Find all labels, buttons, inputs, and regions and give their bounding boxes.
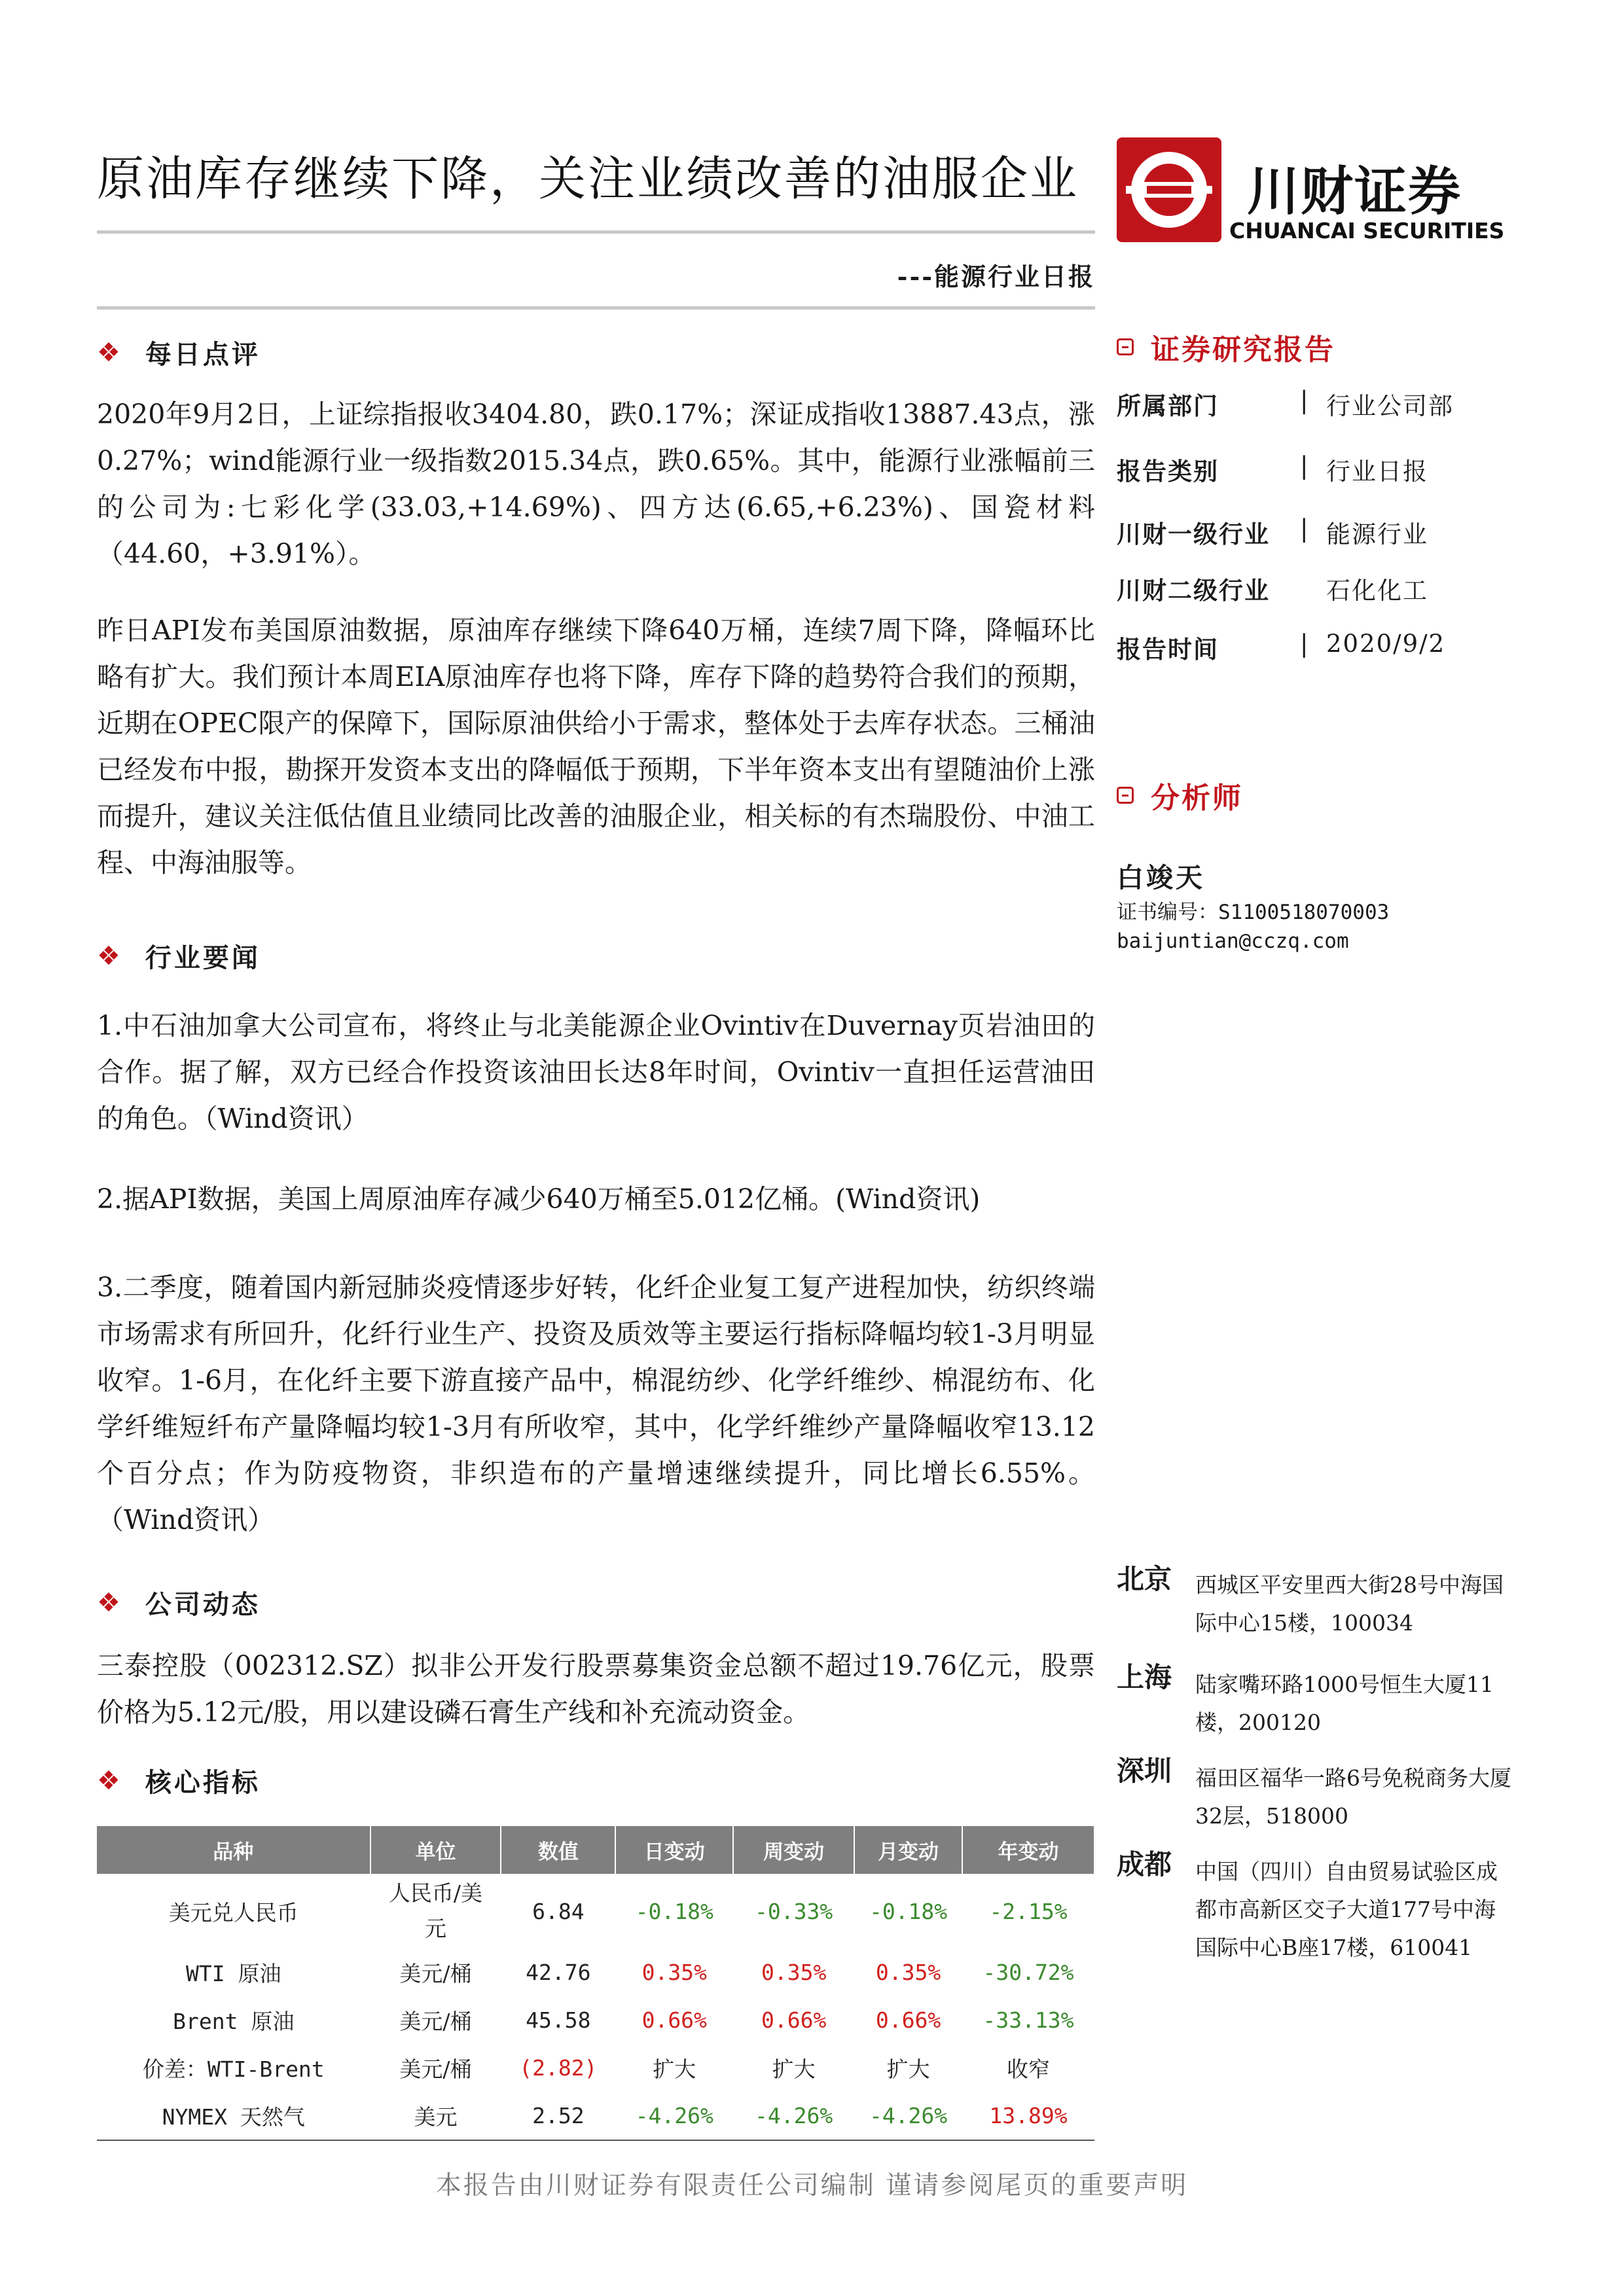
subtitle-rule <box>97 306 1095 310</box>
table-cell: 0.66% <box>641 2007 707 2033</box>
table-cell: 0.35% <box>641 1960 707 1985</box>
sidebar-analyst-heading <box>1117 774 1243 816</box>
minus-box-icon <box>1117 338 1134 355</box>
table-cell: 价差：WTI-Brent <box>142 2056 325 2082</box>
table-row <box>97 1948 1094 1996</box>
column-header: 日变动 <box>615 1826 733 1874</box>
column-header: 单位 <box>370 1826 501 1874</box>
meta-row-report-type <box>1117 452 1483 487</box>
table-cell: -0.33% <box>755 1898 833 1924</box>
daily-review-paragraph-2: 昨日API发布美国原油数据，原油库存继续下降640万桶，连续7周下降，降幅环比略有扩大。我们预计本周EIA原油库存也将下降，库存下降的趋势符合我们的预期，近期在OPEC限产的保障下，国际原油供给小于需求，整体处于去库存状态。三桶油已经发布中报，勘探开发资本支出的降幅低于预期，下半年资本支出有望随油价上涨而提升，建议关注低估值且业绩同比改善的油服企业，相关标的有杰瑞股份、中油工程、中海油服等。 <box>97 615 1095 878</box>
logo-name-en: CHUANCAI SECURITIES <box>1229 218 1505 243</box>
table-cell: 13.89% <box>962 2092 1094 2140</box>
section-daily-review <box>97 334 261 371</box>
table-cell: -30.72% <box>983 1960 1074 1985</box>
table-row <box>97 2044 1094 2092</box>
table-cell: 美元兑人民币 <box>168 1899 298 1926</box>
report-title: 原油库存继续下降，关注业绩改善的油服企业 <box>97 151 1079 206</box>
office-city-shanghai: 上海 <box>1117 1661 1172 1693</box>
chuancai-logo-icon <box>1117 137 1221 242</box>
logo-name-cn: 川财证券 <box>1247 161 1462 222</box>
news-item-3: 3.二季度，随着国内新冠肺炎疫情逐步好转，化纤企业复工复产进程加快，纺织终端市场需求有所回升，化纤行业生产、投资及质效等主要运行指标降幅均较1-3月明显收窄。1-6月，在化纤主要下游直接产品中，棉混纺纱、化学纤维纱、棉混纺布、化学纤维短纤布产量降幅均较1-3月有所收窄，其中，化学纤维纱产量降幅收窄13.12个百分点；作为防疫物资，非织造布的产量增速继续提升，同比增长6.55%。（Wind资讯） <box>97 1272 1095 1535</box>
table-cell: 美元/桶 <box>399 2009 472 2034</box>
analyst-email[interactable]: baijuntian@cczq.com <box>1117 929 1349 953</box>
section-industry-news <box>97 937 261 975</box>
table-cell: 收窄 <box>1007 2056 1051 2082</box>
title-rule <box>97 230 1095 234</box>
meta-value: 石化化工 <box>1326 577 1428 605</box>
column-header: 数值 <box>501 1826 615 1874</box>
column-header: 品种 <box>97 1826 370 1874</box>
meta-value: 能源行业 <box>1326 520 1428 548</box>
meta-key: 所属部门 <box>1117 392 1219 420</box>
table-cell: 0.66% <box>761 2007 827 2033</box>
table-cell: (2.82) <box>519 2055 598 2081</box>
meta-row-report-date <box>1117 630 1483 665</box>
office-city-chengdu: 成都 <box>1117 1848 1172 1880</box>
column-header: 周变动 <box>733 1826 854 1874</box>
news-item-2: 2.据API数据，美国上周原油库存减少640万桶至5.012亿桶。(Wind资讯) <box>97 1183 981 1215</box>
table-cell: 美元/桶 <box>399 1961 472 1986</box>
meta-value: 行业公司部 <box>1326 392 1454 420</box>
section-core-indicators <box>97 1762 261 1799</box>
core-indicators-table <box>97 1826 1095 2141</box>
table-cell: NYMEX 天然气 <box>97 2092 370 2140</box>
table-cell: 6.84 <box>532 1898 585 1924</box>
meta-key: 川财二级行业 <box>1117 577 1270 605</box>
section-heading: 公司动态 <box>145 1590 261 1620</box>
office-address-shanghai: 陆家嘴环路1000号恒生大厦11楼，200120 <box>1195 1672 1494 1735</box>
analyst-name: 白竣天 <box>1117 862 1205 893</box>
analyst-certificate: 证书编号：S1100518070003 <box>1117 901 1390 924</box>
table-row <box>97 2092 1094 2140</box>
table-cell: WTI 原油 <box>186 1961 281 1986</box>
column-header: 年变动 <box>962 1826 1094 1874</box>
office-address-chengdu: 中国（四川）自由贸易试验区成都市高新区交子大道177号中海国际中心B座17楼，610041 <box>1195 1859 1498 1960</box>
daily-review-paragraph-1: 2020年9月2日，上证综指报收3404.80，跌0.17%；深证成指收13887.43点，涨0.27%；wind能源行业一级指数2015.34点，跌0.65%。其中，能源行业涨幅前三的公司为:七彩化学(33.03,+14.69%)、四方达(6.65,+6.23%)、国瓷材料（44.60，+3.91%）。 <box>97 399 1095 569</box>
table-row <box>97 1874 1094 1948</box>
section-heading: 行业要闻 <box>145 943 261 973</box>
meta-separator: | <box>1300 514 1308 543</box>
table-cell: -4.26% <box>854 2092 962 2140</box>
meta-row-industry-l1 <box>1117 514 1483 550</box>
table-header-row <box>97 1826 1094 1874</box>
diamond-bullet-icon: ❖ <box>97 1587 123 1618</box>
table-cell: -2.15% <box>989 1898 1068 1924</box>
meta-row-industry-l2 <box>1117 571 1483 606</box>
table-cell: -33.13% <box>983 2007 1074 2033</box>
meta-row-department <box>1117 386 1483 422</box>
section-heading: 每日点评 <box>145 340 261 370</box>
meta-key: 报告时间 <box>1117 636 1219 664</box>
office-city-beijing: 北京 <box>1117 1563 1172 1595</box>
minus-box-icon <box>1117 787 1134 804</box>
office-address-beijing: 西城区平安里西大街28号中海国际中心15楼，100034 <box>1195 1572 1504 1636</box>
table-cell: -0.18% <box>635 1898 713 1924</box>
diamond-bullet-icon: ❖ <box>97 1765 123 1796</box>
table-cell: -0.18% <box>869 1898 948 1924</box>
table-row <box>97 1996 1094 2044</box>
column-header: 月变动 <box>854 1826 962 1874</box>
table-cell: 人民币/美元 <box>388 1880 483 1941</box>
meta-key: 报告类别 <box>1117 457 1219 486</box>
table-cell: 0.35% <box>761 1960 827 1985</box>
office-city-shenzhen: 深圳 <box>1117 1755 1172 1787</box>
meta-separator: | <box>1300 630 1308 658</box>
table-cell: 42.76 <box>526 1960 591 1985</box>
diamond-bullet-icon: ❖ <box>97 337 123 368</box>
table-cell: 0.35% <box>875 1960 941 1985</box>
table-cell: -4.26% <box>733 2092 854 2140</box>
meta-separator: | <box>1300 452 1308 480</box>
section-company-news <box>97 1584 261 1621</box>
company-news-paragraph: 三泰控股（002312.SZ）拟非公开发行股票募集资金总额不超过19.76亿元，股票价格为5.12元/股，用以建设磷石膏生产线和补充流动资金。 <box>97 1650 1095 1728</box>
page-footer: 本报告由川财证券有限责任公司编制 谨请参阅尾页的重要声明 <box>435 2171 1189 2200</box>
table-cell: 扩大 <box>772 2056 816 2082</box>
table-cell: 2.52 <box>501 2092 615 2140</box>
section-heading: 核心指标 <box>145 1768 261 1798</box>
report-subtitle: ---能源行业日报 <box>897 262 1095 291</box>
news-item-1: 1.中石油加拿大公司宣布，将终止与北美能源企业Ovintiv在Duvernay页岩油田的合作。据了解，双方已经合作投资该油田长达8年时间，Ovintiv一直担任运营油田的角色。（Wind资讯） <box>97 1010 1095 1134</box>
diamond-bullet-icon: ❖ <box>97 941 123 971</box>
table-cell: 扩大 <box>886 2056 930 2082</box>
table-cell: 美元/桶 <box>399 2056 472 2082</box>
table-cell: 扩大 <box>653 2056 696 2082</box>
sidebar-report-heading <box>1117 326 1335 368</box>
office-address-shenzhen: 福田区福华一路6号免税商务大厦32层，518000 <box>1195 1765 1511 1829</box>
sidebar-heading-text: 证券研究报告 <box>1151 333 1335 367</box>
meta-value: 行业日报 <box>1326 457 1428 486</box>
table-cell: 45.58 <box>526 2007 591 2033</box>
table-cell: 0.66% <box>875 2007 941 2033</box>
meta-separator <box>1300 571 1326 606</box>
meta-key: 川财一级行业 <box>1117 520 1270 548</box>
meta-separator: | <box>1300 386 1308 414</box>
table-cell: 美元 <box>370 2092 501 2140</box>
table-cell: -4.26% <box>615 2092 733 2140</box>
sidebar-heading-text: 分析师 <box>1151 781 1243 815</box>
meta-value: 2020/9/2 <box>1326 630 1446 658</box>
table-cell: Brent 原油 <box>173 2009 295 2034</box>
